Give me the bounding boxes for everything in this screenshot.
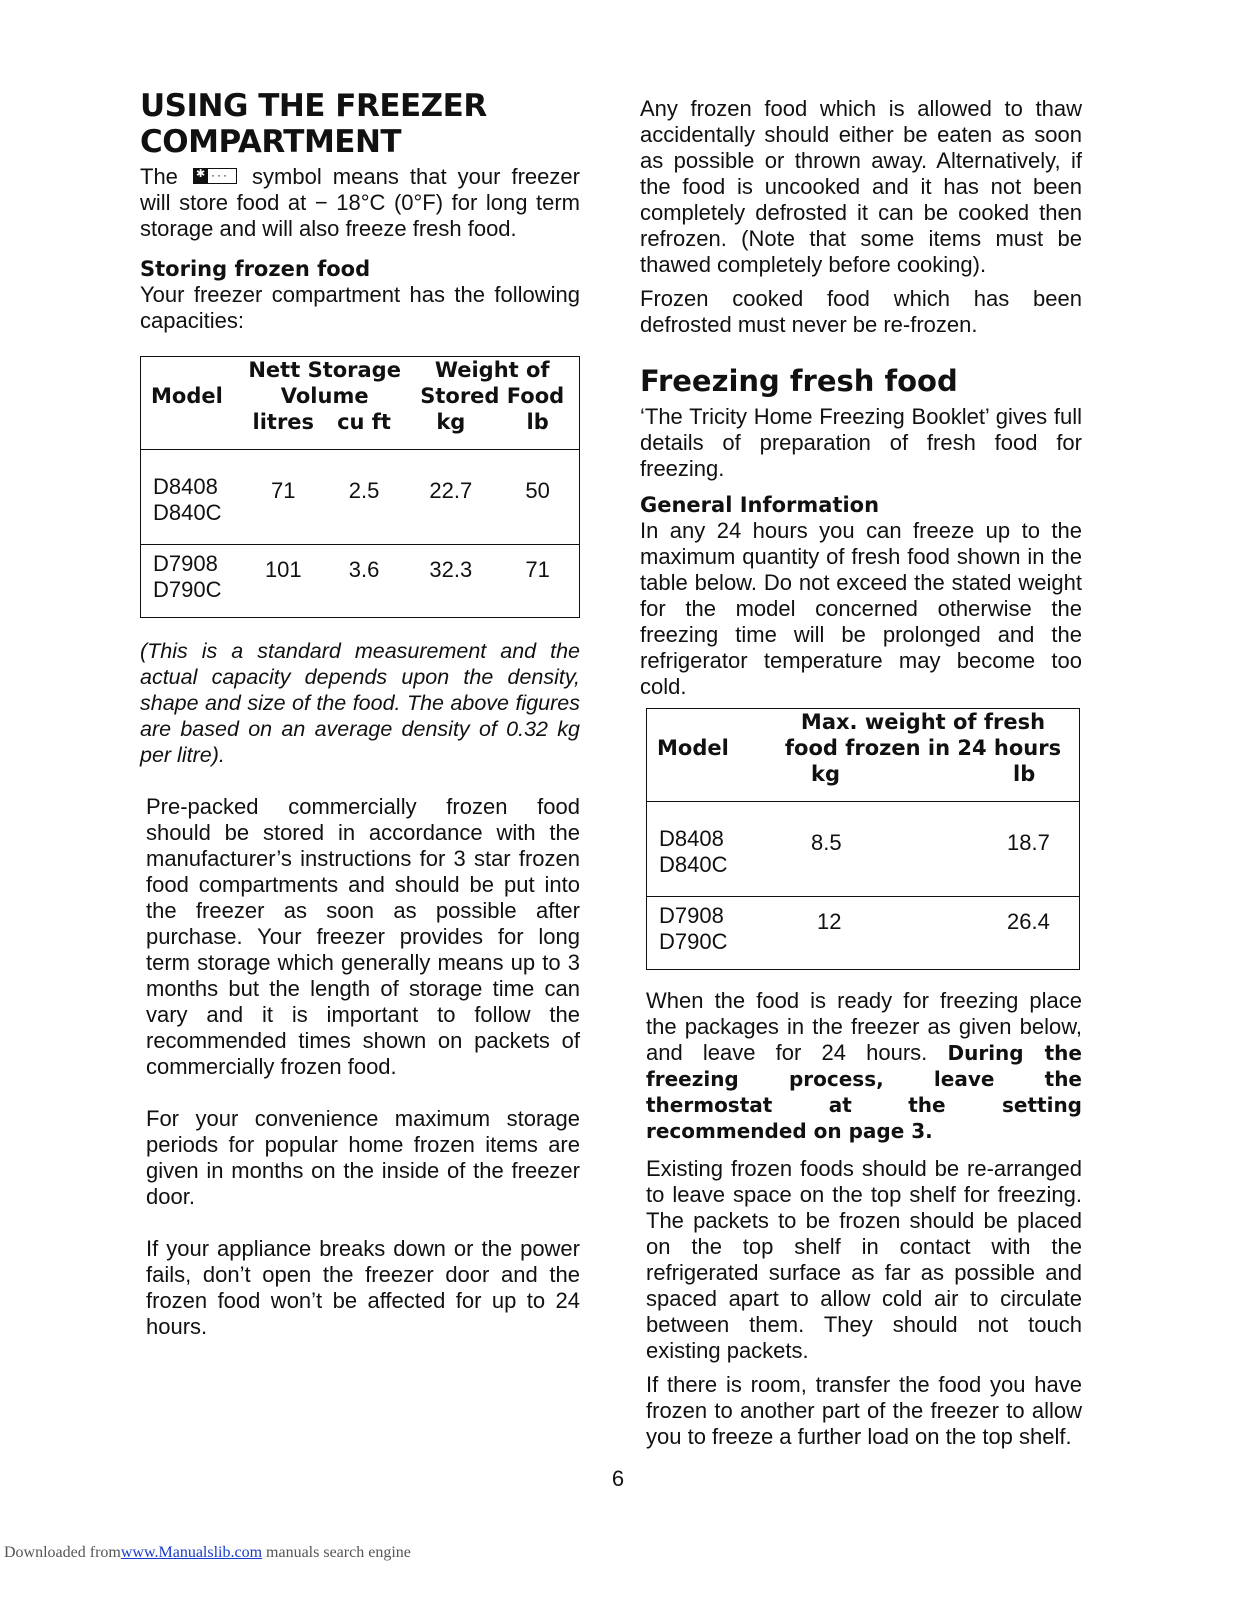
header-model: Model [657, 736, 729, 760]
right-column [640, 96, 1082, 700]
model-code: D8408 [659, 826, 724, 851]
model-code: D790C [153, 577, 222, 602]
page-title: USING THE FREEZER COMPARTMENT [140, 88, 487, 160]
booklet-paragraph: ‘The Tricity Home Freezing Booklet’ gives full details of preparation of fresh food for freezing. [640, 404, 1082, 481]
fresh-food-table-body [647, 709, 1079, 955]
capacity-table-body [141, 357, 579, 603]
model-code: D840C [659, 852, 728, 877]
three-star-freezer-symbol-icon: ✱ ··· [193, 168, 237, 184]
cooked-paragraph: Frozen cooked food which has been defrosted must never be re-frozen. [640, 286, 1082, 337]
page-number: 6 [611, 1466, 625, 1491]
cell-lb: 26.4 [1007, 909, 1050, 934]
table-row [647, 897, 1079, 956]
unit-lb: lb [526, 410, 549, 434]
model-code: D7908 [659, 903, 724, 928]
unit-kg: kg [811, 762, 840, 786]
header-food-frozen: food frozen in 24 hours [784, 736, 1062, 760]
unit-kg: kg [436, 410, 466, 434]
breakdown-paragraph: If your appliance breaks down or the power fails, don’t open the freezer door and the frozen food won’t be affected for up to 24 hours. [146, 1236, 580, 1339]
room-paragraph: If there is room, transfer the food you have frozen to another part of the freezer to allow you to freeze a further load on the top shelf. [646, 1372, 1082, 1449]
cell-litres: 101 [264, 557, 302, 582]
cell-litres: 71 [271, 478, 296, 503]
model-code: D790C [659, 929, 728, 954]
existing-paragraph: Existing frozen foods should be re-arranged to leave space on the top shelf for freezing. The packets to be frozen should be placed on the top shelf in contact with the refrigerated surface as far as possible and spaced apart to allow cold air to circulate between them. They should not touch existing packets. [646, 1156, 1082, 1363]
model-code: D840C [153, 500, 222, 525]
fresh-food-table [646, 708, 1080, 970]
header-stored-food: Stored Food [420, 384, 565, 408]
model-code: D8408 [153, 474, 218, 499]
right-column-lower [646, 708, 1082, 1450]
convenience-paragraph: For your convenience maximum storage periods for popular home frozen items are given in months on the inside of the freezer door. [146, 1106, 580, 1209]
manualslib-link[interactable]: www.Manualslib.com [120, 1544, 263, 1561]
intro-paragraph: The ✱ ··· symbol means that your freezer will store food at − 18°C (0°F) for long term storage and will also freeze fresh food. [140, 164, 580, 241]
table-row [647, 802, 1079, 879]
cell-kg: 22.7 [429, 478, 473, 503]
download-footer: Downloaded fromwww.Manualslib.com manuals search engine [4, 1544, 411, 1561]
cell-lb: 50 [525, 478, 550, 503]
general-info-paragraph: In any 24 hours you can freeze up to the maximum quantity of fresh food shown in the table below. Do not exceed the stated weight for the model concerned otherwise the freezing time will be prolonged and the refrigerator temperature may become too cold. [640, 518, 1082, 699]
model-code: D7908 [153, 551, 218, 576]
left-column [140, 88, 580, 1340]
unit-cuft: cu ft [337, 410, 391, 434]
header-nett-storage: Nett Storage [248, 358, 401, 382]
prepacked-paragraph: Pre-packed commercially frozen food should be stored in accordance with the manufacturer’s instructions for 3 star frozen food compartments and should be put into the freezer as soon as possible after purchase. Your freezer provides for long term storage which generally means up to 3 months but the length of storage time can vary and it is important to follow the recommended times shown on packets of commercially frozen food. [146, 794, 580, 1079]
header-volume: Volume [280, 384, 369, 408]
unit-lb: lb [1013, 762, 1036, 786]
unit-litres: litres [252, 410, 315, 434]
cell-lb: 71 [525, 557, 550, 582]
thaw-paragraph: Any frozen food which is allowed to thaw accidentally should either be eaten as soon as possible or thrown away. Alternatively, if the food is uncooked and it has not been completely defrosted it can be cooked then refrozen. (Note that some items must be thawed completely before cooking). [640, 96, 1082, 277]
cell-kg: 12 [817, 909, 842, 934]
table-row [141, 545, 579, 604]
header-model: Model [151, 384, 223, 408]
cell-cuft: 2.5 [348, 478, 380, 503]
cell-lb: 18.7 [1007, 830, 1050, 855]
storing-heading: Storing frozen food [140, 257, 371, 281]
freezing-fresh-heading: Freezing fresh food [640, 364, 958, 398]
table-row [141, 450, 579, 527]
cell-kg: 8.5 [811, 830, 842, 855]
storing-text: Your freezer compartment has the following capacities: [140, 282, 580, 333]
header-weight-of: Weight of [434, 358, 550, 382]
capacity-table [140, 356, 580, 618]
header-max-weight: Max. weight of fresh [800, 710, 1046, 734]
general-info-heading: General Information [640, 493, 880, 517]
thermostat-instruction: During the freezing process, leave the thermostat at the setting recommended on page 3. [646, 1041, 1082, 1143]
capacity-note: (This is a standard measurement and the actual capacity depends upon the density, shape and size of the food. The above figures are based on an average density of 0.32 kg per litre). [140, 639, 580, 767]
cell-cuft: 3.6 [348, 557, 380, 582]
cell-kg: 32.3 [429, 557, 473, 582]
ready-paragraph: When the food is ready for freezing place the packages in the freezer as given below, and leave for 24 hours. During the freezing process, leave the thermostat at the setting recommended on page 3. [646, 988, 1082, 1143]
